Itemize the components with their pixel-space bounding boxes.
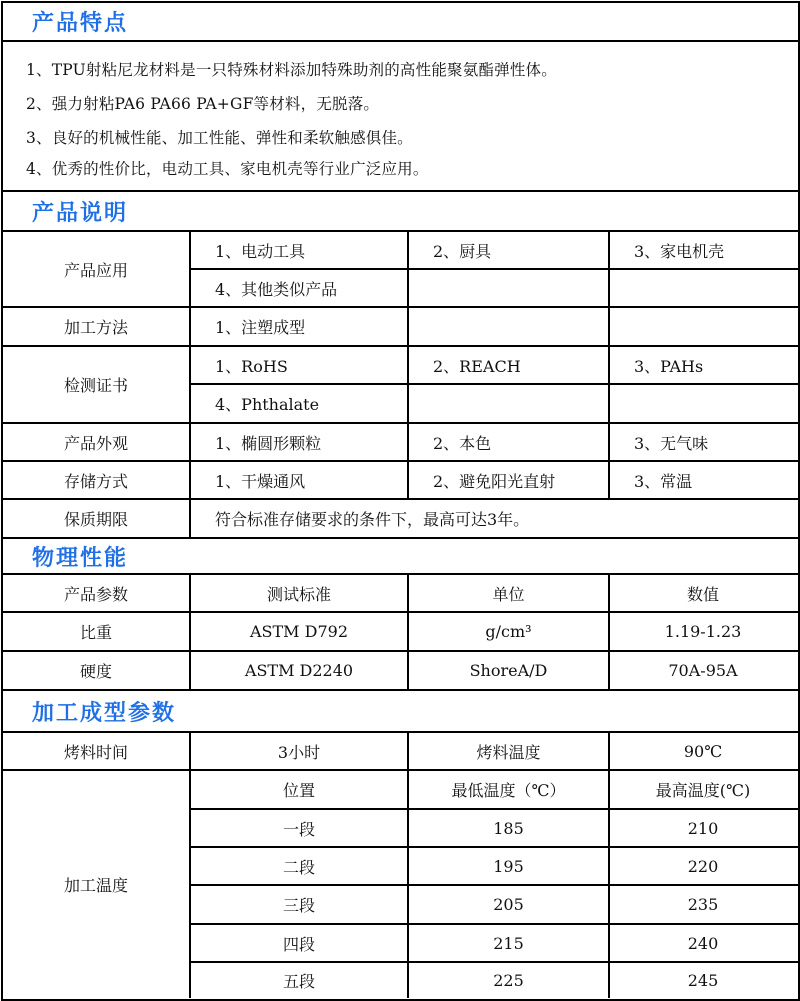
row-divider bbox=[1, 689, 798, 691]
section-title-features: 产品特点 bbox=[32, 11, 129, 36]
divider bbox=[1, 40, 798, 42]
stage-3-max: 235 bbox=[687, 895, 719, 914]
stage-2-min: 195 bbox=[493, 856, 524, 876]
stage-4-min: 215 bbox=[493, 933, 524, 953]
stage-5-min: 225 bbox=[493, 971, 524, 990]
physical-header-standard: 测试标准 bbox=[266, 584, 331, 604]
stage-1-max: 210 bbox=[687, 818, 719, 838]
physical-row-2-unit: ShoreA/D bbox=[469, 661, 548, 680]
physical-header-value: 数值 bbox=[686, 584, 719, 604]
row-divider bbox=[1, 537, 798, 539]
label-shelf-life: 保质期限 bbox=[63, 510, 128, 529]
processing-temp-label: 加工温度 bbox=[63, 876, 128, 895]
application-item-3: 3、家电机壳 bbox=[634, 241, 725, 261]
stage-4-position: 四段 bbox=[282, 934, 315, 954]
storage-item-2: 2、避免阳光直射 bbox=[433, 471, 556, 491]
application-item-1: 1、电动工具 bbox=[215, 241, 306, 261]
feature-item-3: 3、良好的机械性能、加工性能、弹性和柔软触感俱佳。 bbox=[26, 129, 413, 147]
processing-item-1: 1、注塑成型 bbox=[215, 318, 306, 337]
physical-row-2-standard: ASTM D2240 bbox=[244, 661, 354, 680]
label-processing: 加工方法 bbox=[63, 318, 128, 337]
temp-header-max: 最高温度(℃) bbox=[655, 781, 751, 800]
appearance-item-2: 2、本色 bbox=[433, 433, 492, 453]
feature-item-1: 1、TPU射粘尼龙材料是一只特殊材料添加特殊助剂的高性能聚氨酯弹性体。 bbox=[26, 61, 557, 79]
appearance-item-1: 1、椭圆形颗粒 bbox=[215, 433, 322, 453]
physical-header-unit: 单位 bbox=[492, 584, 525, 604]
physical-row-2-param: 硬度 bbox=[79, 662, 112, 681]
section-title-description: 产品说明 bbox=[32, 201, 129, 226]
stage-2-position: 二段 bbox=[282, 857, 315, 877]
stage-1-min: 185 bbox=[493, 818, 524, 838]
certificate-item-4: 4、Phthalate bbox=[215, 395, 320, 414]
application-item-4: 4、其他类似产品 bbox=[215, 279, 338, 299]
shelf-life-value: 符合标准存储要求的条件下，最高可达3年。 bbox=[215, 510, 530, 529]
certificate-item-2: 2、REACH bbox=[433, 356, 521, 376]
stage-5-position: 五段 bbox=[282, 972, 315, 991]
section-title-molding: 加工成型参数 bbox=[32, 701, 177, 726]
appearance-item-3: 3、无气味 bbox=[634, 433, 709, 453]
drying-temp-label: 烤料温度 bbox=[476, 742, 541, 762]
temp-header-position: 位置 bbox=[282, 781, 315, 800]
storage-item-3: 3、常温 bbox=[634, 471, 693, 491]
feature-item-2: 2、强力射粘PA6 PA66 PA+GF等材料，无脱落。 bbox=[26, 95, 380, 113]
certificate-item-1: 1、RoHS bbox=[215, 356, 288, 376]
divider bbox=[1, 190, 798, 192]
feature-item-4: 4、优秀的性价比，电动工具、家电机壳等行业广泛应用。 bbox=[26, 160, 429, 178]
physical-row-1-unit: g/cm³ bbox=[485, 622, 532, 641]
physical-row-1-param: 比重 bbox=[79, 623, 112, 642]
drying-temp-value: 90℃ bbox=[683, 741, 723, 761]
stage-1-position: 一段 bbox=[282, 819, 315, 839]
stage-3-position: 三段 bbox=[282, 896, 315, 915]
physical-row-2-value: 70A-95A bbox=[668, 661, 738, 680]
application-item-2: 2、厨具 bbox=[433, 241, 492, 261]
stage-3-min: 205 bbox=[493, 895, 524, 914]
drying-time-label: 烤料时间 bbox=[63, 742, 128, 762]
temp-header-min: 最低温度（℃） bbox=[451, 781, 566, 800]
certificate-item-3: 3、PAHs bbox=[634, 356, 704, 376]
physical-row-1-standard: ASTM D792 bbox=[249, 622, 349, 641]
label-application: 产品应用 bbox=[63, 260, 128, 280]
physical-header-param: 产品参数 bbox=[63, 584, 128, 604]
drying-time-value: 3小时 bbox=[277, 742, 321, 762]
physical-row-1-value: 1.19-1.23 bbox=[664, 622, 742, 641]
storage-item-1: 1、干燥通风 bbox=[215, 471, 306, 491]
stage-5-max: 245 bbox=[687, 971, 719, 990]
label-storage: 存储方式 bbox=[63, 471, 128, 491]
section-title-physical: 物理性能 bbox=[32, 546, 129, 571]
stage-2-max: 220 bbox=[687, 856, 719, 876]
label-appearance: 产品外观 bbox=[63, 433, 128, 453]
stage-4-max: 240 bbox=[687, 933, 719, 953]
label-certificates: 检测证书 bbox=[63, 376, 128, 395]
